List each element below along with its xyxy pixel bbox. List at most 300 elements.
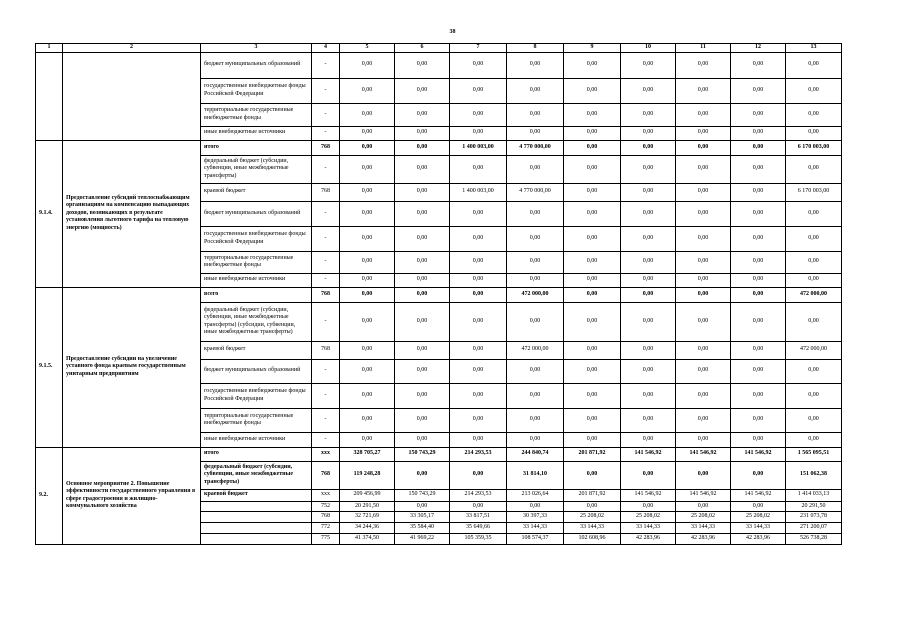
amount-cell: 0,00 xyxy=(340,226,395,251)
amount-cell: 0,00 xyxy=(564,103,621,126)
amount-cell: 31 814,10 xyxy=(507,461,564,489)
amount-cell: 141 546,92 xyxy=(676,489,731,501)
funding-source: иные внебюджетные источники xyxy=(201,273,312,287)
amount-cell: 0,00 xyxy=(676,78,731,103)
budget-code: ххх xyxy=(312,447,340,461)
amount-cell: 20 291,50 xyxy=(340,501,395,512)
amount-cell: 0,00 xyxy=(340,408,395,432)
amount-cell: 0,00 xyxy=(731,155,786,183)
amount-cell: 0,00 xyxy=(564,273,621,287)
amount-cell: 0,00 xyxy=(564,78,621,103)
amount-cell: 0,00 xyxy=(564,383,621,408)
amount-cell: 0,00 xyxy=(450,501,507,512)
amount-cell: 0,00 xyxy=(507,383,564,408)
amount-cell: 1 414 033,13 xyxy=(786,489,842,501)
amount-cell: 0,00 xyxy=(507,359,564,383)
amount-cell: 0,00 xyxy=(340,126,395,140)
amount-cell: 0,00 xyxy=(731,432,786,447)
amount-cell: 32 721,69 xyxy=(340,512,395,523)
amount-cell: 20 291,50 xyxy=(786,501,842,512)
amount-cell: 141 546,92 xyxy=(621,447,676,461)
amount-cell: 0,00 xyxy=(731,359,786,383)
row-index xyxy=(36,52,63,140)
amount-cell: 1 400 003,00 xyxy=(450,140,507,155)
amount-cell: 472 000,00 xyxy=(507,287,564,302)
amount-cell: 0,00 xyxy=(786,383,842,408)
amount-cell: 0,00 xyxy=(450,432,507,447)
amount-cell: 0,00 xyxy=(786,226,842,251)
funding-source: иные внебюджетные источники xyxy=(201,432,312,447)
amount-cell: 0,00 xyxy=(676,432,731,447)
amount-cell: 0,00 xyxy=(786,103,842,126)
amount-cell: 0,00 xyxy=(450,155,507,183)
budget-code: - xyxy=(312,251,340,273)
amount-cell: 0,00 xyxy=(564,251,621,273)
amount-cell: 0,00 xyxy=(621,103,676,126)
amount-cell: 0,00 xyxy=(564,155,621,183)
table-row xyxy=(36,140,842,155)
amount-cell: 472 000,00 xyxy=(786,341,842,359)
amount-cell: 0,00 xyxy=(340,52,395,78)
row-index: 9.1.4. xyxy=(36,140,63,287)
budget-code: 768 xyxy=(312,183,340,201)
amount-cell: 0,00 xyxy=(564,461,621,489)
amount-cell: 0,00 xyxy=(731,408,786,432)
amount-cell: 0,00 xyxy=(621,461,676,489)
funding-source: государственные внебюджетные фонды Российской Федерации xyxy=(201,226,312,251)
amount-cell: 0,00 xyxy=(786,408,842,432)
budget-code: - xyxy=(312,273,340,287)
amount-cell: 141 546,92 xyxy=(621,489,676,501)
amount-cell: 105 359,35 xyxy=(450,534,507,545)
col-header: 1 xyxy=(36,44,63,53)
amount-cell: 0,00 xyxy=(676,383,731,408)
amount-cell: 0,00 xyxy=(621,432,676,447)
budget-code: 775 xyxy=(312,534,340,545)
amount-cell: 231 073,78 xyxy=(786,512,842,523)
col-header: 8 xyxy=(507,44,564,53)
col-header: 6 xyxy=(395,44,450,53)
amount-cell: 25 208,02 xyxy=(564,512,621,523)
budget-code: - xyxy=(312,103,340,126)
amount-cell: 0,00 xyxy=(395,341,450,359)
amount-cell: 0,00 xyxy=(676,226,731,251)
amount-cell: 0,00 xyxy=(676,201,731,226)
amount-cell: 0,00 xyxy=(450,383,507,408)
amount-cell: 141 546,92 xyxy=(676,447,731,461)
amount-cell: 33 817,51 xyxy=(450,512,507,523)
funding-source: территориальные государственные внебюджетные фонды xyxy=(201,408,312,432)
amount-cell: 33 144,33 xyxy=(621,523,676,534)
amount-cell: 0,00 xyxy=(340,432,395,447)
funding-source: краевой бюджет xyxy=(201,341,312,359)
col-header: 2 xyxy=(63,44,201,53)
amount-cell: 0,00 xyxy=(564,302,621,341)
amount-cell: 0,00 xyxy=(507,201,564,226)
table-row xyxy=(36,447,842,461)
amount-cell: 0,00 xyxy=(507,251,564,273)
amount-cell: 0,00 xyxy=(395,155,450,183)
table-row xyxy=(36,287,842,302)
col-header: 9 xyxy=(564,44,621,53)
funding-source: государственные внебюджетные фонды Российской Федерации xyxy=(201,383,312,408)
activity-description xyxy=(63,52,201,140)
amount-cell: 0,00 xyxy=(395,251,450,273)
amount-cell: 0,00 xyxy=(340,155,395,183)
amount-cell: 0,00 xyxy=(340,140,395,155)
budget-code: - xyxy=(312,78,340,103)
amount-cell: 0,00 xyxy=(731,78,786,103)
amount-cell: 0,00 xyxy=(564,201,621,226)
amount-cell: 0,00 xyxy=(731,126,786,140)
budget-code: - xyxy=(312,359,340,383)
amount-cell: 30 397,33 xyxy=(507,512,564,523)
funding-source: территориальные государственные внебюджетные фонды xyxy=(201,103,312,126)
activity-description: Основное мероприятие 2. Повышение эффективности государственного управления в сфере градостроения и жилищно- коммунального хозяйства xyxy=(63,447,201,545)
activity-description: Предоставление субсидии на увеличение уставного фонда краевым государственным унитарным предприятиям xyxy=(63,287,201,447)
amount-cell: 141 546,92 xyxy=(731,489,786,501)
budget-code: ххх xyxy=(312,489,340,501)
amount-cell: 35 649,66 xyxy=(450,523,507,534)
amount-cell: 6 170 003,00 xyxy=(786,140,842,155)
amount-cell: 271 200,07 xyxy=(786,523,842,534)
funding-source: краевой бюджет xyxy=(201,489,312,501)
amount-cell: 42 283,96 xyxy=(621,534,676,545)
amount-cell: 33 144,33 xyxy=(564,523,621,534)
amount-cell: 0,00 xyxy=(621,78,676,103)
amount-cell: 0,00 xyxy=(676,461,731,489)
funding-source: территориальные государственные внебюджетные фонды xyxy=(201,251,312,273)
funding-source: бюджет муниципальных образований xyxy=(201,201,312,226)
amount-cell: 0,00 xyxy=(621,501,676,512)
amount-cell: 33 305,17 xyxy=(395,512,450,523)
amount-cell: 4 770 000,00 xyxy=(507,140,564,155)
table-body xyxy=(36,44,842,545)
amount-cell: 41 374,50 xyxy=(340,534,395,545)
amount-cell: 328 705,27 xyxy=(340,447,395,461)
amount-cell: 0,00 xyxy=(676,103,731,126)
amount-cell: 0,00 xyxy=(395,408,450,432)
funding-source: федеральный бюджет (субсидии, субвенции, иные межбюджетные трансферты) xyxy=(201,461,312,489)
amount-cell: 0,00 xyxy=(676,183,731,201)
amount-cell: 0,00 xyxy=(564,226,621,251)
amount-cell: 33 144,33 xyxy=(731,523,786,534)
col-header: 7 xyxy=(450,44,507,53)
funding-source xyxy=(201,512,312,523)
amount-cell: 0,00 xyxy=(340,287,395,302)
budget-code: 768 xyxy=(312,512,340,523)
amount-cell: 0,00 xyxy=(621,359,676,383)
amount-cell: 0,00 xyxy=(731,302,786,341)
amount-cell: 34 244,36 xyxy=(340,523,395,534)
amount-cell: 0,00 xyxy=(564,140,621,155)
amount-cell: 0,00 xyxy=(676,126,731,140)
amount-cell: 0,00 xyxy=(676,408,731,432)
amount-cell: 0,00 xyxy=(731,201,786,226)
amount-cell: 0,00 xyxy=(340,302,395,341)
row-index: 9.2. xyxy=(36,447,63,545)
amount-cell: 0,00 xyxy=(564,408,621,432)
amount-cell: 0,00 xyxy=(786,201,842,226)
amount-cell: 0,00 xyxy=(395,52,450,78)
funding-source: итого xyxy=(201,447,312,461)
amount-cell: 0,00 xyxy=(676,359,731,383)
amount-cell: 0,00 xyxy=(450,461,507,489)
amount-cell: 0,00 xyxy=(450,408,507,432)
amount-cell: 6 170 003,00 xyxy=(786,183,842,201)
funding-source: иные внебюджетные источники xyxy=(201,126,312,140)
amount-cell: 0,00 xyxy=(621,126,676,140)
amount-cell: 0,00 xyxy=(676,287,731,302)
amount-cell: 42 283,96 xyxy=(676,534,731,545)
amount-cell: 0,00 xyxy=(786,359,842,383)
amount-cell: 0,00 xyxy=(450,302,507,341)
amount-cell: 150 743,29 xyxy=(395,447,450,461)
amount-cell: 151 062,38 xyxy=(786,461,842,489)
amount-cell: 0,00 xyxy=(340,103,395,126)
col-header: 5 xyxy=(340,44,395,53)
amount-cell: 0,00 xyxy=(395,273,450,287)
amount-cell: 209 456,99 xyxy=(340,489,395,501)
amount-cell: 41 969,22 xyxy=(395,534,450,545)
amount-cell: 25 208,02 xyxy=(621,512,676,523)
budget-table xyxy=(35,43,842,545)
amount-cell: 0,00 xyxy=(507,226,564,251)
amount-cell: 0,00 xyxy=(786,78,842,103)
funding-source: итого xyxy=(201,140,312,155)
amount-cell: 0,00 xyxy=(507,501,564,512)
amount-cell: 0,00 xyxy=(507,408,564,432)
amount-cell: 0,00 xyxy=(450,359,507,383)
amount-cell: 0,00 xyxy=(340,78,395,103)
amount-cell: 0,00 xyxy=(731,273,786,287)
amount-cell: 1 565 095,51 xyxy=(786,447,842,461)
amount-cell: 0,00 xyxy=(621,155,676,183)
amount-cell: 0,00 xyxy=(450,341,507,359)
amount-cell: 0,00 xyxy=(507,52,564,78)
amount-cell: 0,00 xyxy=(564,341,621,359)
amount-cell: 201 871,92 xyxy=(564,489,621,501)
amount-cell: 0,00 xyxy=(786,251,842,273)
amount-cell: 102 608,96 xyxy=(564,534,621,545)
amount-cell: 141 546,92 xyxy=(731,447,786,461)
amount-cell: 0,00 xyxy=(395,78,450,103)
amount-cell: 472 000,00 xyxy=(786,287,842,302)
amount-cell: 0,00 xyxy=(395,359,450,383)
budget-code: - xyxy=(312,383,340,408)
amount-cell: 0,00 xyxy=(507,432,564,447)
amount-cell: 150 743,29 xyxy=(395,489,450,501)
col-header: 4 xyxy=(312,44,340,53)
budget-code: 768 xyxy=(312,140,340,155)
amount-cell: 0,00 xyxy=(731,287,786,302)
funding-source: бюджет муниципальных образований xyxy=(201,52,312,78)
amount-cell: 0,00 xyxy=(395,183,450,201)
amount-cell: 0,00 xyxy=(395,126,450,140)
amount-cell: 0,00 xyxy=(676,251,731,273)
budget-code: - xyxy=(312,52,340,78)
amount-cell: 0,00 xyxy=(395,501,450,512)
table-row xyxy=(36,52,842,78)
amount-cell: 0,00 xyxy=(564,52,621,78)
row-index: 9.1.5. xyxy=(36,287,63,447)
amount-cell: 25 208,02 xyxy=(676,512,731,523)
amount-cell: 0,00 xyxy=(450,126,507,140)
amount-cell: 0,00 xyxy=(621,408,676,432)
amount-cell: 0,00 xyxy=(450,287,507,302)
funding-source xyxy=(201,523,312,534)
amount-cell: 526 738,28 xyxy=(786,534,842,545)
amount-cell: 0,00 xyxy=(676,302,731,341)
amount-cell: 214 293,53 xyxy=(450,447,507,461)
amount-cell: 201 871,92 xyxy=(564,447,621,461)
funding-source xyxy=(201,501,312,512)
amount-cell: 119 248,28 xyxy=(340,461,395,489)
header-row xyxy=(36,44,842,53)
col-header: 3 xyxy=(201,44,312,53)
amount-cell: 0,00 xyxy=(786,432,842,447)
funding-source: федеральный бюджет (субсидии, субвенции, иные межбюджетные трансферты) xyxy=(201,155,312,183)
funding-source: бюджет муниципальных образований xyxy=(201,359,312,383)
budget-code: 768 xyxy=(312,287,340,302)
funding-source xyxy=(201,534,312,545)
amount-cell: 0,00 xyxy=(395,140,450,155)
budget-code: - xyxy=(312,432,340,447)
budget-code: - xyxy=(312,302,340,341)
amount-cell: 0,00 xyxy=(786,302,842,341)
amount-cell: 0,00 xyxy=(507,126,564,140)
amount-cell: 4 770 000,00 xyxy=(507,183,564,201)
amount-cell: 0,00 xyxy=(564,359,621,383)
amount-cell: 0,00 xyxy=(340,341,395,359)
amount-cell: 0,00 xyxy=(395,461,450,489)
budget-code: - xyxy=(312,408,340,432)
budget-code: 752 xyxy=(312,501,340,512)
amount-cell: 0,00 xyxy=(621,273,676,287)
amount-cell: 0,00 xyxy=(507,155,564,183)
amount-cell: 0,00 xyxy=(621,226,676,251)
amount-cell: 0,00 xyxy=(450,226,507,251)
amount-cell: 0,00 xyxy=(621,140,676,155)
funding-source: краевой бюджет xyxy=(201,183,312,201)
amount-cell: 0,00 xyxy=(731,251,786,273)
amount-cell: 0,00 xyxy=(450,103,507,126)
amount-cell: 0,00 xyxy=(395,302,450,341)
col-header: 11 xyxy=(676,44,731,53)
amount-cell: 108 574,37 xyxy=(507,534,564,545)
amount-cell: 0,00 xyxy=(676,341,731,359)
amount-cell: 33 144,33 xyxy=(676,523,731,534)
budget-code: 768 xyxy=(312,461,340,489)
amount-cell: 0,00 xyxy=(731,226,786,251)
amount-cell: 0,00 xyxy=(676,501,731,512)
budget-code: - xyxy=(312,126,340,140)
amount-cell: 0,00 xyxy=(676,52,731,78)
amount-cell: 0,00 xyxy=(507,78,564,103)
amount-cell: 0,00 xyxy=(731,383,786,408)
col-header: 10 xyxy=(621,44,676,53)
amount-cell: 0,00 xyxy=(450,201,507,226)
budget-code: 768 xyxy=(312,341,340,359)
amount-cell: 0,00 xyxy=(340,359,395,383)
amount-cell: 0,00 xyxy=(564,126,621,140)
amount-cell: 0,00 xyxy=(731,341,786,359)
amount-cell: 0,00 xyxy=(395,226,450,251)
budget-code: - xyxy=(312,155,340,183)
amount-cell: 35 584,40 xyxy=(395,523,450,534)
amount-cell: 0,00 xyxy=(340,273,395,287)
amount-cell: 0,00 xyxy=(395,432,450,447)
amount-cell: 0,00 xyxy=(507,302,564,341)
amount-cell: 0,00 xyxy=(621,183,676,201)
amount-cell: 0,00 xyxy=(564,287,621,302)
amount-cell: 0,00 xyxy=(450,78,507,103)
amount-cell: 0,00 xyxy=(786,126,842,140)
amount-cell: 0,00 xyxy=(731,52,786,78)
amount-cell: 0,00 xyxy=(621,341,676,359)
amount-cell: 213 026,64 xyxy=(507,489,564,501)
amount-cell: 33 144,33 xyxy=(507,523,564,534)
amount-cell: 0,00 xyxy=(340,251,395,273)
amount-cell: 0,00 xyxy=(450,251,507,273)
amount-cell: 0,00 xyxy=(340,383,395,408)
amount-cell: 42 283,96 xyxy=(731,534,786,545)
amount-cell: 472 000,00 xyxy=(507,341,564,359)
amount-cell: 0,00 xyxy=(340,201,395,226)
budget-code: 772 xyxy=(312,523,340,534)
amount-cell: 0,00 xyxy=(621,52,676,78)
amount-cell: 0,00 xyxy=(786,52,842,78)
amount-cell: 0,00 xyxy=(676,273,731,287)
amount-cell: 0,00 xyxy=(731,103,786,126)
amount-cell: 0,00 xyxy=(395,201,450,226)
amount-cell: 0,00 xyxy=(507,103,564,126)
col-header: 13 xyxy=(786,44,842,53)
amount-cell: 0,00 xyxy=(731,140,786,155)
amount-cell: 0,00 xyxy=(395,287,450,302)
activity-description: Предоставление субсидий теплоснабжающим организациям на компенсацию выпадающих доходов, возникающих в результате установления льготного тарифа на тепловую энергию (мощность) xyxy=(63,140,201,287)
amount-cell: 0,00 xyxy=(676,140,731,155)
amount-cell: 0,00 xyxy=(564,432,621,447)
amount-cell: 25 208,02 xyxy=(731,512,786,523)
amount-cell: 0,00 xyxy=(731,501,786,512)
funding-source: федеральный бюджет (субсидии, субвенции, иные межбюджетные трансферты) (субсидии, субвенции, иные межбюджетные трансферты) xyxy=(201,302,312,341)
amount-cell: 0,00 xyxy=(564,501,621,512)
amount-cell: 0,00 xyxy=(564,183,621,201)
page-number: 38 xyxy=(449,29,456,35)
amount-cell: 0,00 xyxy=(395,103,450,126)
amount-cell: 0,00 xyxy=(731,461,786,489)
col-header: 12 xyxy=(731,44,786,53)
amount-cell: 244 840,74 xyxy=(507,447,564,461)
amount-cell: 0,00 xyxy=(676,155,731,183)
amount-cell: 0,00 xyxy=(450,52,507,78)
amount-cell: 0,00 xyxy=(731,183,786,201)
budget-code: - xyxy=(312,201,340,226)
amount-cell: 214 293,53 xyxy=(450,489,507,501)
amount-cell: 0,00 xyxy=(507,273,564,287)
amount-cell: 1 400 003,00 xyxy=(450,183,507,201)
amount-cell: 0,00 xyxy=(395,383,450,408)
amount-cell: 0,00 xyxy=(621,201,676,226)
funding-source: государственные внебюджетные фонды Российской Федерации xyxy=(201,78,312,103)
amount-cell: 0,00 xyxy=(621,383,676,408)
funding-source: всего xyxy=(201,287,312,302)
amount-cell: 0,00 xyxy=(786,273,842,287)
budget-code: - xyxy=(312,226,340,251)
amount-cell: 0,00 xyxy=(450,273,507,287)
amount-cell: 0,00 xyxy=(340,183,395,201)
